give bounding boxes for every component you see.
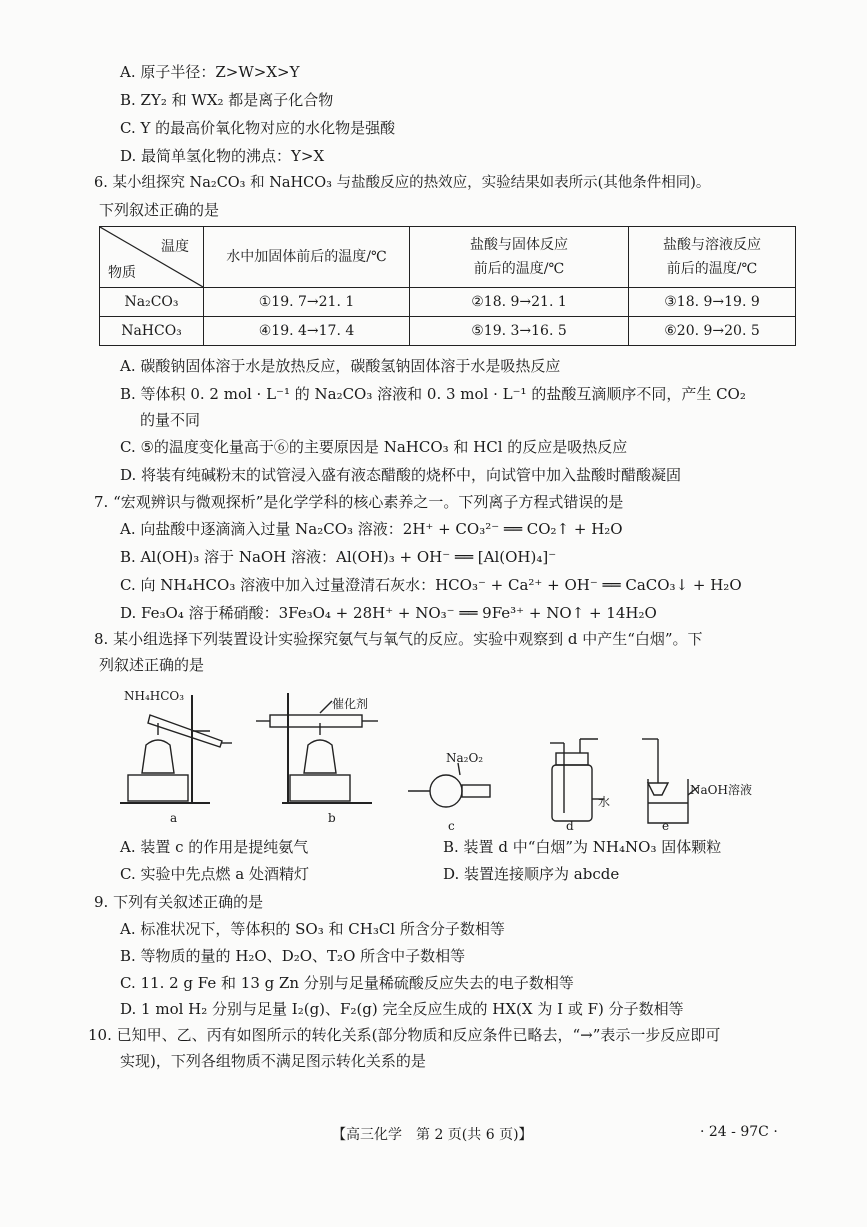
apparatus-label-d: d (566, 819, 574, 833)
apparatus-drawing (110, 683, 770, 833)
q6-stem-line2: 下列叙述正确的是 (99, 201, 220, 219)
q10-stem-line1: 10. 已知甲、乙、丙有如图所示的转化关系(部分物质和反应条件已略去，“→”表示一步反应即可 (88, 1026, 721, 1044)
q10-stem-line2: 实现)，下列各组物质不满足图示转化关系的是 (120, 1052, 426, 1070)
q7-stem: 7. “宏观辨识与微观探析”是化学学科的核心素养之一。下列离子方程式错误的是 (94, 493, 624, 511)
page-footer: 【高三化学 第 2 页(共 6 页)】 (332, 1127, 533, 1143)
q5-option-b: B. ZY₂ 和 WX₂ 都是离子化合物 (120, 91, 334, 109)
water-label: 水 (598, 795, 611, 809)
q6-option-a: A. 碳酸钠固体溶于水是放热反应，碳酸氢钠固体溶于水是吸热反应 (120, 357, 561, 375)
table-header-col2: 盐酸与固体反应 前后的温度/℃ (410, 227, 629, 288)
naoh-label: NaOH溶液 (690, 783, 752, 797)
q8-option-c: C. 实验中先点燃 a 处酒精灯 (120, 865, 309, 883)
q6-option-c: C. ⑤的温度变化量高于⑥的主要原因是 NaHCO₃ 和 HCl 的反应是吸热反应 (120, 438, 628, 456)
exam-code: · 24 - 97C · (700, 1124, 778, 1140)
q5-option-c: C. Y 的最高价氧化物对应的水化物是强酸 (120, 119, 396, 137)
cell-value: ⑤19. 3→16. 5 (410, 317, 629, 346)
table-header-col3: 盐酸与溶液反应 前后的温度/℃ (629, 227, 796, 288)
cell-value: ④19. 4→17. 4 (204, 317, 410, 346)
reagent-label-nh4hco3: NH₄HCO₃ (124, 689, 185, 703)
q6-stem-line1: 6. 某小组探究 Na₂CO₃ 和 NaHCO₃ 与盐酸反应的热效应，实验结果如表所示(其他条件相同)。 (94, 175, 711, 191)
cell-value: ③18. 9→19. 9 (629, 288, 796, 317)
table-row (100, 288, 796, 317)
q9-option-b: B. 等物质的量的 H₂O、D₂O、T₂O 所含中子数相等 (120, 947, 466, 965)
q8-stem-line1: 8. 某小组选择下列装置设计实验探究氨气与氧气的反应。实验中观察到 d 中产生“白烟”。下 (94, 630, 703, 648)
cell-value: ①19. 7→21. 1 (204, 288, 410, 317)
apparatus-label-c: c (448, 819, 455, 833)
q7-option-d: D. Fe₃O₄ 溶于稀硝酸：3Fe₃O₄ + 28H⁺ + NO₃⁻ ══ 9Fe³⁺ + NO↑ + 14H₂O (120, 604, 657, 622)
q8-option-a: A. 装置 c 的作用是提纯氨气 (120, 838, 309, 856)
q7-option-c: C. 向 NH₄HCO₃ 溶液中加入过量澄清石灰水：HCO₃⁻ + Ca²⁺ + OH⁻ ══ CaCO₃↓ + H₂O (120, 576, 742, 594)
q5-option-d: D. 最简单氢化物的沸点：Y>X (120, 147, 325, 165)
catalyst-label: 催化剂 (332, 697, 369, 711)
cell-substance: NaHCO₃ (100, 317, 204, 346)
q6-data-table (99, 226, 796, 346)
q6-option-b-line1: B. 等体积 0. 2 mol · L⁻¹ 的 Na₂CO₃ 溶液和 0. 3 mol · L⁻¹ 的盐酸互滴顺序不同，产生 CO₂ (120, 385, 746, 403)
apparatus-label-a: a (170, 811, 178, 825)
apparatus-label-e: e (662, 819, 670, 833)
q7-option-b: B. Al(OH)₃ 溶于 NaOH 溶液：Al(OH)₃ + OH⁻ ══ [Al(OH)₄]⁻ (120, 548, 557, 566)
q9-option-c: C. 11. 2 g Fe 和 13 g Zn 分别与足量稀硫酸反应失去的电子数相等 (120, 974, 574, 992)
q8-stem-line2: 列叙述正确的是 (99, 656, 205, 674)
corner-label-substance: 物质 (108, 265, 136, 281)
reagent-label-na2o2: Na₂O₂ (446, 751, 484, 765)
q8-option-d: D. 装置连接顺序为 abcde (443, 865, 620, 883)
q9-option-d: D. 1 mol H₂ 分别与足量 I₂(g)、F₂(g) 完全反应生成的 HX(X 为 I 或 F) 分子数相等 (120, 1000, 684, 1018)
q7-option-a: A. 向盐酸中逐滴滴入过量 Na₂CO₃ 溶液：2H⁺ + CO₃²⁻ ══ CO₂↑ + H₂O (120, 520, 623, 538)
table-row (100, 317, 796, 346)
cell-value: ②18. 9→21. 1 (410, 288, 629, 317)
table-corner-cell (100, 227, 204, 288)
corner-label-temperature: 温度 (161, 239, 189, 255)
cell-value: ⑥20. 9→20. 5 (629, 317, 796, 346)
apparatus-label-b: b (328, 811, 336, 825)
q6-option-b-line2: 的量不同 (140, 411, 201, 429)
q9-option-a: A. 标准状况下，等体积的 SO₃ 和 CH₃Cl 所含分子数相等 (120, 920, 505, 938)
apparatus-figure (110, 683, 770, 837)
q6-option-d: D. 将装有纯碱粉末的试管浸入盛有液态醋酸的烧杯中，向试管中加入盐酸时醋酸凝固 (120, 466, 682, 484)
q9-stem: 9. 下列有关叙述正确的是 (94, 893, 264, 911)
table-header-col1: 水中加固体前后的温度/℃ (204, 227, 410, 288)
q8-option-b: B. 装置 d 中“白烟”为 NH₄NO₃ 固体颗粒 (443, 838, 722, 856)
cell-substance: Na₂CO₃ (100, 288, 204, 317)
q5-option-a: A. 原子半径：Z>W>X>Y (120, 63, 300, 81)
